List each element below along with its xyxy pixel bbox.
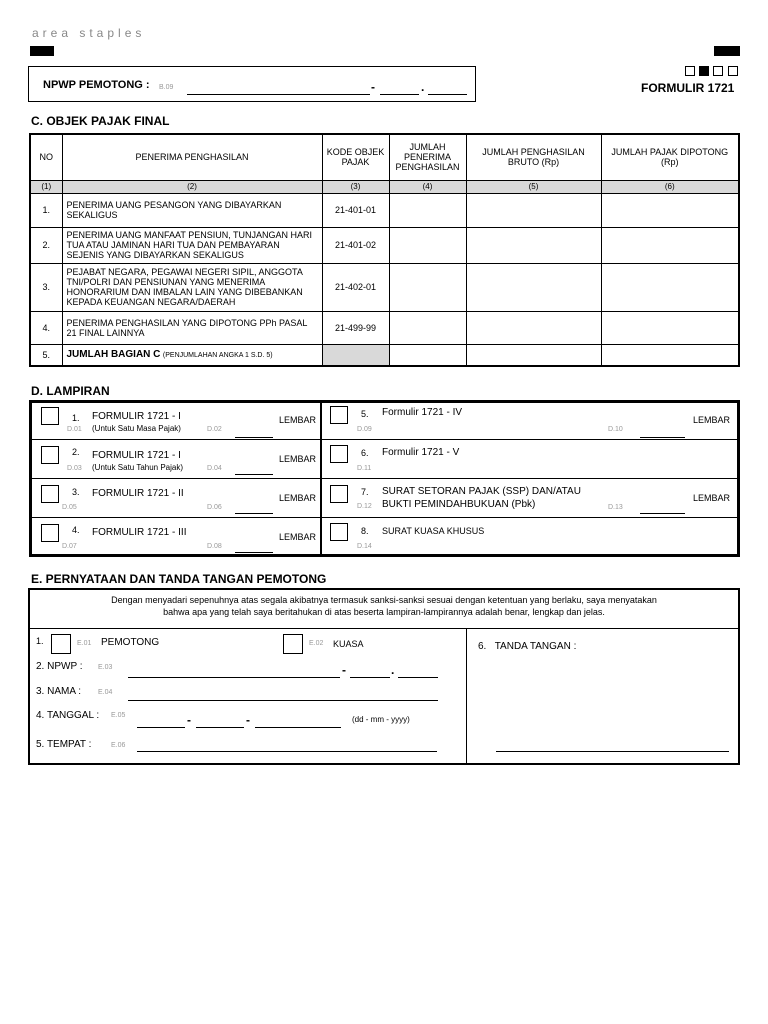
total-label: JUMLAH BAGIAN C xyxy=(66,349,161,361)
header-no: NO xyxy=(30,134,62,180)
lampiran-label: FORMULIR 1721 - II xyxy=(92,488,184,499)
npwp-pemotong-label: NPWP PEMOTONG : xyxy=(43,79,150,91)
table-total-row xyxy=(30,344,739,366)
tanggal-sep: - xyxy=(187,713,191,727)
tanggal-yyyy[interactable] xyxy=(255,715,341,728)
lampiran-checkbox-6[interactable] xyxy=(330,445,348,463)
lampiran-label: FORMULIR 1721 - III xyxy=(92,527,187,538)
page-marker-4 xyxy=(728,66,738,76)
npwp-field-3[interactable] xyxy=(428,82,467,95)
npwp-e-field-1[interactable] xyxy=(128,665,340,678)
kuasa-checkbox[interactable] xyxy=(283,634,303,654)
row-desc: PENERIMA UANG MANFAAT PENSIUN, TUNJANGAN HARI TUA ATAU JAMINAN HARI TUA DAN PEMBAYARAN SEJENIS YANG DIBAYARKAN SEKALIGUS xyxy=(62,227,322,263)
total-jumlah-penerima[interactable] xyxy=(389,344,466,366)
area-staples-label: area staples xyxy=(32,26,146,40)
lampiran-code: D.14 xyxy=(357,543,372,550)
lembar-label: LEMBAR xyxy=(279,454,317,464)
table-row xyxy=(30,193,739,227)
statement-line-2: bahwa apa yang telah saya beritahukan di atas beserta lampiran-lampirannya adalah benar, lengkap dan jelas. xyxy=(163,607,605,617)
tanggal-label: 4. TANGGAL : xyxy=(36,710,100,721)
lampiran-sub: (Untuk Satu Masa Pajak) xyxy=(92,424,181,433)
lampiran-num: 8. xyxy=(361,526,369,536)
lampiran-code: D.06 xyxy=(207,504,222,511)
cell-jumlah-penerima[interactable] xyxy=(389,227,466,263)
tempat-code: E.06 xyxy=(111,742,126,749)
lembar-label: LEMBAR xyxy=(693,415,731,425)
header-kode: KODE OBJEK PAJAK xyxy=(322,134,389,180)
tempat-label: 5. TEMPAT : xyxy=(36,739,92,750)
tanggal-sep: - xyxy=(246,713,250,727)
npwp-code: B.09 xyxy=(159,84,174,91)
lampiran-label: Formulir 1721 - IV xyxy=(382,407,463,418)
row-no: 5. xyxy=(30,344,62,366)
lampiran-num: 5. xyxy=(361,409,369,419)
lampiran-code: D.01 xyxy=(67,426,82,433)
column-index-row xyxy=(30,180,739,193)
lampiran-checkbox-8[interactable] xyxy=(330,523,348,541)
nama-num: 3. xyxy=(36,686,45,697)
lampiran-num: 1. xyxy=(72,413,80,423)
col-index: (5) xyxy=(466,180,601,193)
npwp-e-sep: . xyxy=(391,663,395,677)
row-no: 2. xyxy=(30,227,62,263)
lampiran-label: FORMULIR 1721 - I xyxy=(92,450,181,461)
cell-bruto[interactable] xyxy=(466,193,601,227)
lampiran-num: 3. xyxy=(72,487,80,497)
lampiran-code: D.10 xyxy=(608,426,623,433)
npwp-e-sep: - xyxy=(342,663,346,677)
pernyataan-divider xyxy=(30,628,738,629)
cell-jumlah-penerima[interactable] xyxy=(389,193,466,227)
kuasa-label: KUASA xyxy=(333,639,364,649)
cell-bruto[interactable] xyxy=(466,311,601,344)
section-c-title: C. OBJEK PAJAK FINAL xyxy=(31,114,170,128)
lampiran-checkbox-5[interactable] xyxy=(330,406,348,424)
lampiran-sub: (Untuk Satu Tahun Pajak) xyxy=(92,463,184,472)
lampiran-row-divider xyxy=(31,439,738,440)
npwp-sep-2: . xyxy=(421,80,425,94)
col-index: (2) xyxy=(62,180,322,193)
row-desc: PENERIMA UANG PESANGON YANG DIBAYARKAN SEKALIGUS xyxy=(62,193,322,227)
pemotong-num: 1. xyxy=(36,636,44,646)
npwp-e-num: 2. xyxy=(36,661,45,672)
npwp-field-1[interactable] xyxy=(187,82,370,95)
row-code: 21-401-02 xyxy=(322,227,389,263)
lampiran-row-divider xyxy=(31,478,738,479)
tanggal-mm[interactable] xyxy=(196,715,244,728)
lampiran-label-2: BUKTI PEMINDAHBUKUAN (Pbk) xyxy=(382,499,536,510)
npwp-e-code: E.03 xyxy=(98,664,113,671)
lampiran-code: D.07 xyxy=(62,543,77,550)
nama-field[interactable] xyxy=(128,688,438,701)
row-code: 21-401-01 xyxy=(322,193,389,227)
lampiran-code: D.05 xyxy=(62,504,77,511)
row-desc: PEJABAT NEGARA, PEGAWAI NEGERI SIPIL, ANGGOTA TNI/POLRI DAN PENSIUNAN YANG MENERIMA HONORARIUM DAN IMBALAN LAIN YANG DIBEBANKAN KEPADA KEUANGAN NEGARA/DAERAH xyxy=(62,263,322,311)
lampiran-code: D.03 xyxy=(67,465,82,472)
tempat-text: TEMPAT xyxy=(46,739,86,750)
row-code: 21-499-99 xyxy=(322,311,389,344)
col-index: (3) xyxy=(322,180,389,193)
page-marker-1 xyxy=(685,66,695,76)
npwp-e-text: NPWP xyxy=(47,661,77,672)
ttd-text: TANDA TANGAN : xyxy=(494,641,577,652)
pemotong-code: E.01 xyxy=(77,640,92,647)
table-row xyxy=(30,263,739,311)
ttd-label xyxy=(478,641,576,652)
lampiran-row-divider xyxy=(31,517,738,518)
lembar-label: LEMBAR xyxy=(693,493,731,503)
lampiran-num: 6. xyxy=(361,448,369,458)
section-e-title: E. PERNYATAAN DAN TANDA TANGAN PEMOTONG xyxy=(31,572,327,586)
lampiran-checkbox-4[interactable] xyxy=(41,524,59,542)
staple-mark-right xyxy=(714,46,740,56)
npwp-field-2[interactable] xyxy=(380,82,419,95)
lampiran-code: D.04 xyxy=(207,465,222,472)
ttd-divider xyxy=(466,629,467,764)
npwp-sep-1: - xyxy=(371,80,375,94)
lampiran-code: D.11 xyxy=(357,465,372,472)
nama-label: 3. NAMA : xyxy=(36,686,82,697)
col-index: (1) xyxy=(30,180,62,193)
row-no: 1. xyxy=(30,193,62,227)
lembar-field-3[interactable] xyxy=(235,501,273,514)
header-pajak: JUMLAH PAJAK DIPOTONG (Rp) xyxy=(601,134,739,180)
lampiran-checkbox-1[interactable] xyxy=(41,407,59,425)
header-bruto: JUMLAH PENGHASILAN BRUTO (Rp) xyxy=(466,134,601,180)
npwp-e-label: 2. NPWP : xyxy=(36,661,83,672)
total-pajak[interactable] xyxy=(601,344,739,366)
statement-line-1: Dengan menyadari sepenuhnya atas segala akibatnya termasuk sanksi-sanksi sesuai dengan ketentuan yang berlaku, saya menyatakan xyxy=(111,595,657,605)
lampiran-num: 4. xyxy=(72,525,80,535)
lampiran-code: D.13 xyxy=(608,504,623,511)
col-index: (6) xyxy=(601,180,739,193)
total-code-cell xyxy=(322,344,389,366)
lampiran-label: Formulir 1721 - V xyxy=(382,447,460,458)
lampiran-label: FORMULIR 1721 - I xyxy=(92,411,181,422)
lembar-label: LEMBAR xyxy=(279,415,317,425)
cell-pajak[interactable] xyxy=(601,227,739,263)
table-row xyxy=(30,311,739,344)
total-bruto[interactable] xyxy=(466,344,601,366)
npwp-e-field-3[interactable] xyxy=(398,665,438,678)
tempat-num: 5. xyxy=(36,739,45,750)
lembar-label: LEMBAR xyxy=(279,493,317,503)
lembar-field-5[interactable] xyxy=(640,425,685,438)
lembar-field-7[interactable] xyxy=(640,501,685,514)
row-no: 4. xyxy=(30,311,62,344)
total-label-cell xyxy=(62,344,322,366)
pemotong-label: PEMOTONG xyxy=(101,637,160,648)
header-penerima: PENERIMA PENGHASILAN xyxy=(62,134,322,180)
tanda-tangan-field[interactable] xyxy=(496,739,729,752)
kuasa-code: E.02 xyxy=(309,640,324,647)
cell-pajak[interactable] xyxy=(601,311,739,344)
nama-code: E.04 xyxy=(98,689,113,696)
npwp-e-field-2[interactable] xyxy=(350,665,390,678)
row-desc: PENERIMA PENGHASILAN YANG DIPOTONG PPh PASAL 21 FINAL LAINNYA xyxy=(62,311,322,344)
nama-text: NAMA xyxy=(47,686,76,697)
form-title: FORMULIR 1721 xyxy=(641,81,735,95)
lembar-label: LEMBAR xyxy=(279,532,317,542)
lampiran-num: 2. xyxy=(72,447,80,457)
pemotong-checkbox[interactable] xyxy=(51,634,71,654)
total-note: (PENJUMLAHAN ANGKA 1 S.D. 5) xyxy=(162,352,273,360)
row-code: 21-402-01 xyxy=(322,263,389,311)
lampiran-code: D.08 xyxy=(207,543,222,550)
cell-pajak[interactable] xyxy=(601,193,739,227)
lembar-field-4[interactable] xyxy=(235,540,273,553)
tempat-field[interactable] xyxy=(137,739,437,752)
col-index: (4) xyxy=(389,180,466,193)
tanggal-text: TANGGAL xyxy=(46,710,94,721)
ttd-num: 6. xyxy=(478,641,487,652)
lampiran-num: 7. xyxy=(361,487,369,497)
row-no: 3. xyxy=(30,263,62,311)
lampiran-label: SURAT KUASA KHUSUS xyxy=(382,526,485,536)
lampiran-code: D.12 xyxy=(357,503,372,510)
table-header-row xyxy=(30,134,739,180)
page-marker-2 xyxy=(699,66,709,76)
cell-jumlah-penerima[interactable] xyxy=(389,311,466,344)
objek-pajak-table xyxy=(29,133,740,367)
lembar-field-1[interactable] xyxy=(235,425,273,438)
cell-jumlah-penerima[interactable] xyxy=(389,263,466,311)
staple-mark-left xyxy=(30,46,54,56)
lembar-field-2[interactable] xyxy=(235,462,273,475)
header-jumlah-penerima: JUMLAH PENERIMA PENGHASILAN xyxy=(389,134,466,180)
lampiran-checkbox-3[interactable] xyxy=(41,485,59,503)
section-d-title: D. LAMPIRAN xyxy=(31,384,110,398)
page-marker-3 xyxy=(713,66,723,76)
lampiran-label: SURAT SETORAN PAJAK (SSP) DAN/ATAU xyxy=(382,486,581,497)
cell-bruto[interactable] xyxy=(466,263,601,311)
lampiran-checkbox-7[interactable] xyxy=(330,485,348,503)
tanggal-dd[interactable] xyxy=(137,715,185,728)
lampiran-checkbox-2[interactable] xyxy=(41,446,59,464)
cell-bruto[interactable] xyxy=(466,227,601,263)
lampiran-code: D.02 xyxy=(207,426,222,433)
tanggal-format: (dd - mm - yyyy) xyxy=(352,715,410,724)
table-row xyxy=(30,227,739,263)
tanggal-code: E.05 xyxy=(111,712,126,719)
lampiran-code: D.09 xyxy=(357,426,372,433)
tanggal-num: 4. xyxy=(36,710,45,721)
cell-pajak[interactable] xyxy=(601,263,739,311)
